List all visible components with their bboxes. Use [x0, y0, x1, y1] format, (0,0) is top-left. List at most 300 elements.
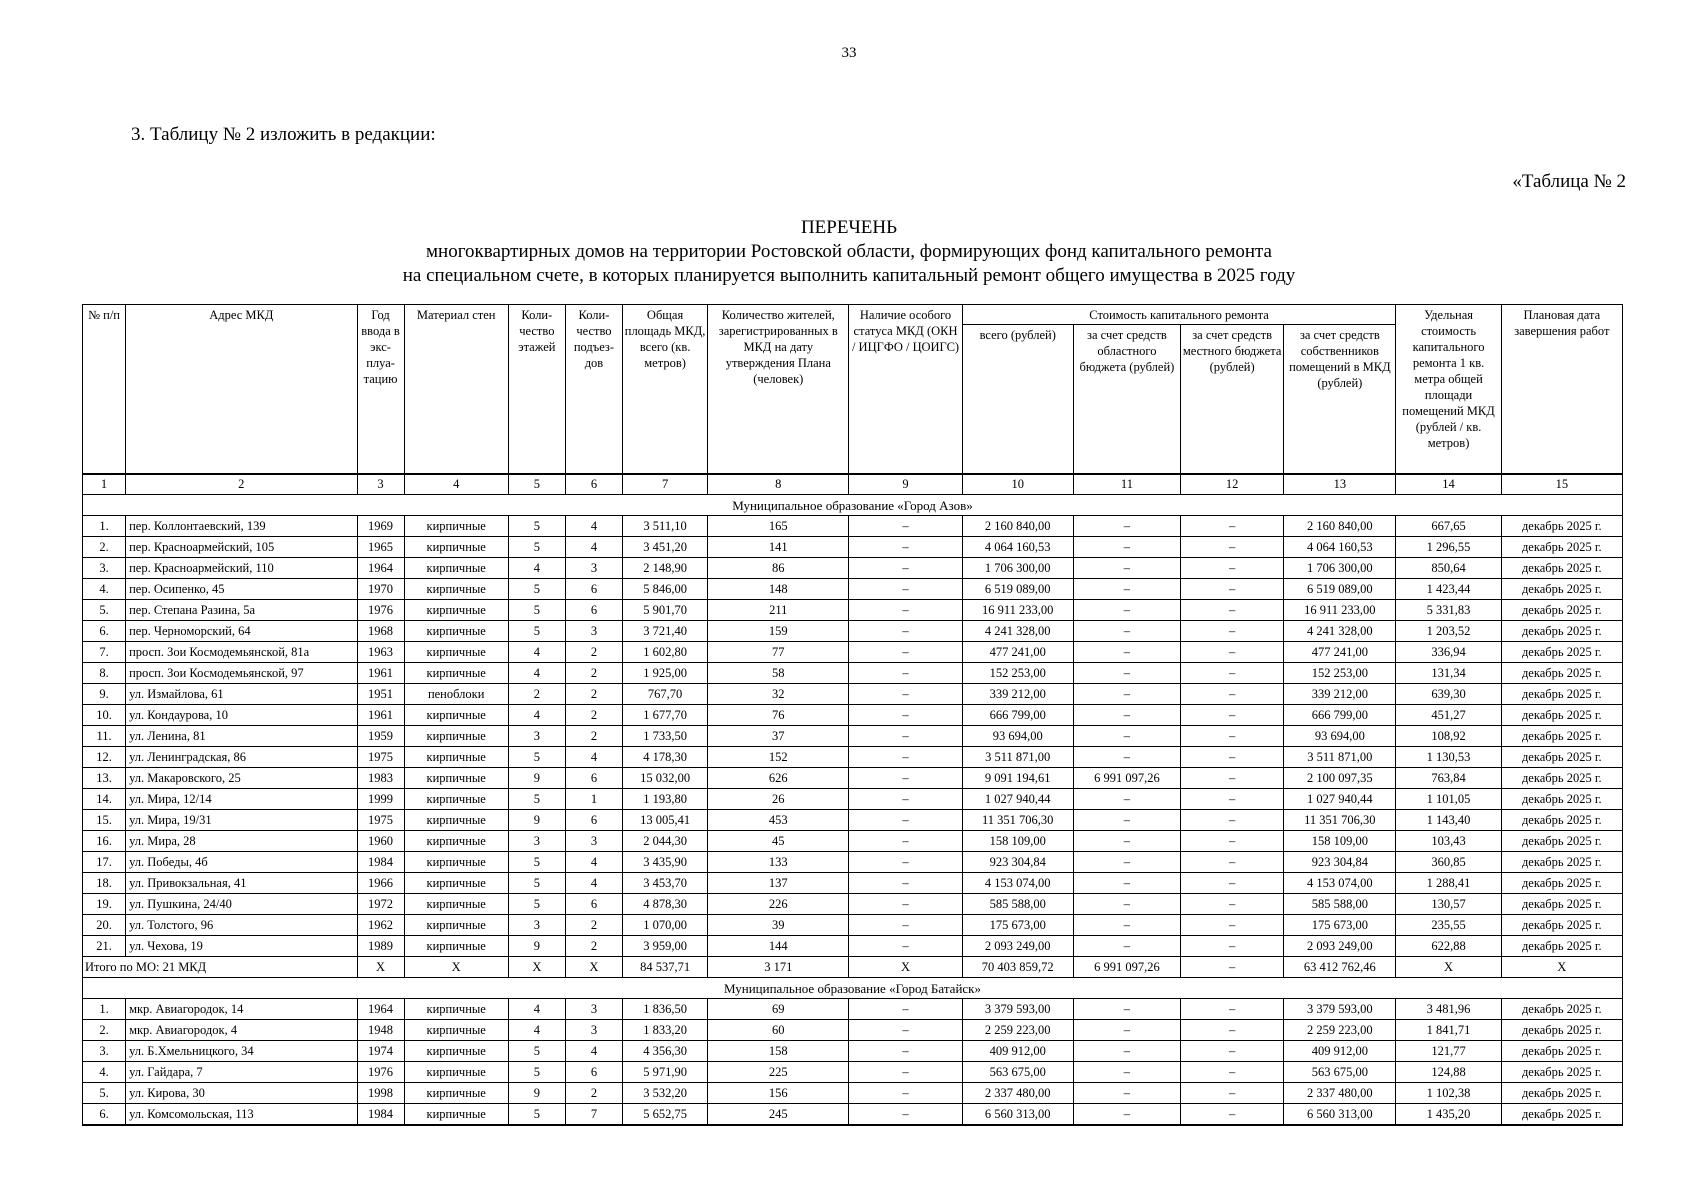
table-cell: 639,30	[1396, 684, 1501, 705]
table-cell: 3	[565, 999, 622, 1020]
table-cell: 4	[508, 642, 565, 663]
table-cell: 1 102,38	[1396, 1083, 1501, 1104]
table-cell: 4 153 074,00	[962, 873, 1073, 894]
table-cell: 2 259 223,00	[1284, 1020, 1396, 1041]
table-cell: 1970	[357, 579, 404, 600]
table-cell: кирпичные	[404, 516, 508, 537]
table-cell: 17.	[83, 852, 126, 873]
table-cell: 4 241 328,00	[1284, 621, 1396, 642]
table-cell: –	[1181, 1104, 1284, 1126]
table-cell: 1961	[357, 705, 404, 726]
table-cell: 235,55	[1396, 915, 1501, 936]
table-cell: 4 064 160,53	[1284, 537, 1396, 558]
table-cell: –	[1181, 1062, 1284, 1083]
total-cell: 70 403 859,72	[962, 957, 1073, 978]
table-cell: –	[1181, 831, 1284, 852]
table-cell: кирпичные	[404, 1041, 508, 1062]
table-cell: кирпичные	[404, 537, 508, 558]
table-row	[83, 747, 1623, 768]
table-cell: ул. Измайлова, 61	[126, 684, 357, 705]
table-cell: 2	[565, 915, 622, 936]
table-cell: 626	[708, 768, 849, 789]
table-cell: 39	[708, 915, 849, 936]
table-cell: 1	[565, 789, 622, 810]
table-label: «Таблица № 2	[1512, 171, 1626, 192]
column-number: 9	[849, 474, 962, 495]
table-row	[83, 1020, 1623, 1041]
table-cell: –	[1181, 852, 1284, 873]
table-cell: 4	[508, 558, 565, 579]
column-number: 4	[404, 474, 508, 495]
section-header-row	[83, 495, 1623, 516]
table-cell: 175 673,00	[962, 915, 1073, 936]
table-cell: ул. Ленинградская, 86	[126, 747, 357, 768]
table-cell: 8.	[83, 663, 126, 684]
table-cell: –	[849, 558, 962, 579]
table-cell: 7.	[83, 642, 126, 663]
table-cell: 3 451,20	[623, 537, 708, 558]
table-cell: 1974	[357, 1041, 404, 1062]
table-cell: –	[849, 1083, 962, 1104]
table-cell: 1 833,20	[623, 1020, 708, 1041]
table-cell: –	[1181, 621, 1284, 642]
table-cell: 26	[708, 789, 849, 810]
table-cell: –	[849, 516, 962, 537]
table-cell: –	[1181, 1020, 1284, 1041]
header-entrances: Коли- чество подъез- дов	[565, 305, 622, 475]
table-cell: –	[1181, 873, 1284, 894]
column-number: 1	[83, 474, 126, 495]
table-cell: 137	[708, 873, 849, 894]
table-cell: 141	[708, 537, 849, 558]
table-cell: мкр. Авиагородок, 4	[126, 1020, 357, 1041]
table-row	[83, 1041, 1623, 1062]
table-cell: –	[1073, 831, 1180, 852]
table-cell: декабрь 2025 г.	[1501, 915, 1622, 936]
table-row	[83, 516, 1623, 537]
table-cell: ул. Комсомольская, 113	[126, 1104, 357, 1126]
table-cell: 5	[508, 747, 565, 768]
table-cell: 1.	[83, 516, 126, 537]
table-cell: –	[1181, 747, 1284, 768]
section-name: Муниципальное образование «Город Батайск»	[83, 978, 1623, 999]
table-cell: декабрь 2025 г.	[1501, 705, 1622, 726]
table-cell: 622,88	[1396, 936, 1501, 957]
table-cell: 3	[565, 831, 622, 852]
table-cell: –	[1181, 999, 1284, 1020]
table-cell: 336,94	[1396, 642, 1501, 663]
table-row	[83, 915, 1623, 936]
table-cell: 103,43	[1396, 831, 1501, 852]
table-cell: –	[1181, 789, 1284, 810]
table-cell: 1 101,05	[1396, 789, 1501, 810]
document-title	[0, 216, 1698, 288]
table-cell: 6	[565, 894, 622, 915]
table-cell: 666 799,00	[962, 705, 1073, 726]
header-year: Год ввода в экс- плуа- тацию	[357, 305, 404, 475]
column-number: 2	[126, 474, 357, 495]
table-cell: 6.	[83, 1104, 126, 1126]
table-cell: кирпичные	[404, 789, 508, 810]
total-cell: 84 537,71	[623, 957, 708, 978]
title-line-3: на специальном счете, в которых планируется выполнить капитальный ремонт общего имущества в 2025 году	[402, 265, 1296, 286]
table-cell: 159	[708, 621, 849, 642]
table-cell: 21.	[83, 936, 126, 957]
table-cell: –	[1073, 1083, 1180, 1104]
table-cell: 1960	[357, 831, 404, 852]
table-cell: кирпичные	[404, 831, 508, 852]
table-cell: 2.	[83, 537, 126, 558]
table-cell: –	[1073, 936, 1180, 957]
table-cell: 124,88	[1396, 1062, 1501, 1083]
table-cell: 5 901,70	[623, 600, 708, 621]
table-cell: 6	[565, 1062, 622, 1083]
table-cell: ул. Мира, 28	[126, 831, 357, 852]
table-cell: 2	[565, 726, 622, 747]
table-cell: 158 109,00	[962, 831, 1073, 852]
table-cell: –	[849, 684, 962, 705]
table-cell: кирпичные	[404, 663, 508, 684]
table-cell: 9.	[83, 684, 126, 705]
table-cell: 4 178,30	[623, 747, 708, 768]
table-cell: 563 675,00	[962, 1062, 1073, 1083]
title-line-2: многоквартирных домов на территории Ростовской области, формирующих фонд капитального ремонта	[426, 241, 1272, 262]
table-cell: 1972	[357, 894, 404, 915]
table-cell: 2 259 223,00	[962, 1020, 1073, 1041]
table-cell: 16 911 233,00	[1284, 600, 1396, 621]
total-cell: X	[1501, 957, 1622, 978]
table-cell: –	[1181, 537, 1284, 558]
table-cell: 2	[565, 684, 622, 705]
table-cell: 1 733,50	[623, 726, 708, 747]
table-row	[83, 936, 1623, 957]
table-cell: 409 912,00	[962, 1041, 1073, 1062]
header-completion-date: Плановая дата завершения работ	[1501, 305, 1622, 475]
table-cell: 121,77	[1396, 1041, 1501, 1062]
table-cell: –	[1073, 726, 1180, 747]
table-cell: декабрь 2025 г.	[1501, 621, 1622, 642]
table-row	[83, 1104, 1623, 1126]
table-cell: 6	[565, 768, 622, 789]
table-cell: кирпичные	[404, 873, 508, 894]
table-cell: 108,92	[1396, 726, 1501, 747]
table-cell: 4	[508, 1020, 565, 1041]
table-cell: декабрь 2025 г.	[1501, 579, 1622, 600]
table-cell: –	[1073, 684, 1180, 705]
table-cell: 245	[708, 1104, 849, 1126]
table-cell: ул. Победы, 4б	[126, 852, 357, 873]
table-row	[83, 768, 1623, 789]
table-cell: просп. Зои Космодемьянской, 81а	[126, 642, 357, 663]
table-cell: 1 706 300,00	[962, 558, 1073, 579]
table-cell: 86	[708, 558, 849, 579]
table-cell: 175 673,00	[1284, 915, 1396, 936]
intro-text: 3. Таблицу № 2 изложить в редакции:	[131, 124, 436, 145]
section-header-row	[83, 978, 1623, 999]
table-cell: 1 841,71	[1396, 1020, 1501, 1041]
table-cell: 1 925,00	[623, 663, 708, 684]
table-cell: 9 091 194,61	[962, 768, 1073, 789]
table-cell: –	[1073, 1020, 1180, 1041]
column-number: 13	[1284, 474, 1396, 495]
table-cell: –	[849, 789, 962, 810]
table-cell: кирпичные	[404, 1104, 508, 1126]
table-cell: 1969	[357, 516, 404, 537]
table-cell: 13 005,41	[623, 810, 708, 831]
table-cell: –	[1181, 768, 1284, 789]
table-cell: –	[1073, 621, 1180, 642]
table-row	[83, 663, 1623, 684]
table-cell: кирпичные	[404, 768, 508, 789]
table-cell: 2	[508, 684, 565, 705]
table-cell: 6	[565, 579, 622, 600]
table-cell: 2	[565, 936, 622, 957]
table-cell: –	[1181, 600, 1284, 621]
column-number: 15	[1501, 474, 1622, 495]
table-cell: 2 337 480,00	[962, 1083, 1073, 1104]
table-cell: –	[849, 537, 962, 558]
table-row	[83, 537, 1623, 558]
table-cell: 4	[565, 1041, 622, 1062]
table-cell: кирпичные	[404, 558, 508, 579]
table-cell: 1 435,20	[1396, 1104, 1501, 1126]
table-cell: 3	[565, 1020, 622, 1041]
table-cell: 3	[565, 558, 622, 579]
table-cell: 5	[508, 537, 565, 558]
table-cell: 11.	[83, 726, 126, 747]
header-floors: Коли- чество этажей	[508, 305, 565, 475]
table-cell: декабрь 2025 г.	[1501, 894, 1622, 915]
table-cell: 1966	[357, 873, 404, 894]
table-cell: кирпичные	[404, 999, 508, 1020]
table-cell: 4.	[83, 579, 126, 600]
table-cell: 152 253,00	[962, 663, 1073, 684]
table-cell: 2 093 249,00	[962, 936, 1073, 957]
column-number: 3	[357, 474, 404, 495]
table-cell: –	[1181, 558, 1284, 579]
table-cell: –	[1181, 516, 1284, 537]
column-number: 7	[623, 474, 708, 495]
table-cell: –	[1073, 579, 1180, 600]
table-cell: декабрь 2025 г.	[1501, 1062, 1622, 1083]
total-cell: X	[849, 957, 962, 978]
table-cell: 3 511,10	[623, 516, 708, 537]
table-cell: пеноблоки	[404, 684, 508, 705]
table-cell: ул. Кирова, 30	[126, 1083, 357, 1104]
table-cell: кирпичные	[404, 642, 508, 663]
table-cell: декабрь 2025 г.	[1501, 852, 1622, 873]
table-cell: 360,85	[1396, 852, 1501, 873]
table-cell: 477 241,00	[1284, 642, 1396, 663]
table-cell: 1965	[357, 537, 404, 558]
total-label: Итого по МО: 21 МКД	[83, 957, 358, 978]
table-cell: пер. Осипенко, 45	[126, 579, 357, 600]
table-cell: 1 288,41	[1396, 873, 1501, 894]
table-cell: 5	[508, 579, 565, 600]
header-area: Общая площадь МКД, всего (кв. метров)	[623, 305, 708, 475]
table-cell: 15.	[83, 810, 126, 831]
table-cell: –	[849, 600, 962, 621]
table-cell: декабрь 2025 г.	[1501, 1083, 1622, 1104]
table-cell: –	[849, 894, 962, 915]
table-cell: 1976	[357, 1062, 404, 1083]
table-cell: 6.	[83, 621, 126, 642]
table-cell: 451,27	[1396, 705, 1501, 726]
total-cell: –	[1181, 957, 1284, 978]
total-cell: 3 171	[708, 957, 849, 978]
table-cell: –	[1073, 642, 1180, 663]
table-cell: –	[1073, 663, 1180, 684]
table-body	[83, 474, 1623, 1125]
table-row	[83, 831, 1623, 852]
table-cell: –	[1073, 537, 1180, 558]
table-cell: 16 911 233,00	[962, 600, 1073, 621]
table-cell: 131,34	[1396, 663, 1501, 684]
table-cell: декабрь 2025 г.	[1501, 642, 1622, 663]
table-cell: –	[1181, 705, 1284, 726]
table-cell: –	[849, 1104, 962, 1126]
header-cost-owners: за счет средств собственников помещений в МКД (рублей)	[1284, 325, 1396, 475]
table-cell: 3 453,70	[623, 873, 708, 894]
table-cell: –	[849, 642, 962, 663]
table-cell: 15 032,00	[623, 768, 708, 789]
table-cell: 1964	[357, 558, 404, 579]
table-cell: 3 721,40	[623, 621, 708, 642]
table-cell: 4	[565, 516, 622, 537]
table-cell: декабрь 2025 г.	[1501, 831, 1622, 852]
table-cell: 3	[565, 621, 622, 642]
table-cell: декабрь 2025 г.	[1501, 999, 1622, 1020]
table-cell: –	[1073, 1041, 1180, 1062]
header-address: Адрес МКД	[126, 305, 357, 475]
header-cost-total: всего (рублей)	[962, 325, 1073, 475]
table-cell: 2 044,30	[623, 831, 708, 852]
header-special-status: Наличие особого статуса МКД (ОКН / ИЦГФО / ЦОИГС)	[849, 305, 962, 475]
table-cell: 6 560 313,00	[962, 1104, 1073, 1126]
title-line-1: ПЕРЕЧЕНЬ	[800, 217, 898, 238]
table-cell: 667,65	[1396, 516, 1501, 537]
table-cell: 2 093 249,00	[1284, 936, 1396, 957]
table-cell: декабрь 2025 г.	[1501, 600, 1622, 621]
table-cell: –	[1073, 1062, 1180, 1083]
table-cell: 585 588,00	[962, 894, 1073, 915]
table-cell: 2 160 840,00	[1284, 516, 1396, 537]
table-cell: 9	[508, 936, 565, 957]
table-cell: –	[1181, 579, 1284, 600]
table-cell: декабрь 2025 г.	[1501, 516, 1622, 537]
table-cell: –	[849, 768, 962, 789]
column-number: 5	[508, 474, 565, 495]
table-cell: кирпичные	[404, 1062, 508, 1083]
table-cell: 563 675,00	[1284, 1062, 1396, 1083]
table-cell: 32	[708, 684, 849, 705]
table-cell: 133	[708, 852, 849, 873]
table-cell: ул. Ленина, 81	[126, 726, 357, 747]
table-cell: 9	[508, 810, 565, 831]
table-cell: 1 027 940,44	[1284, 789, 1396, 810]
table-cell: 2 337 480,00	[1284, 1083, 1396, 1104]
table-row	[83, 705, 1623, 726]
table-cell: 4	[508, 663, 565, 684]
table-cell: декабрь 2025 г.	[1501, 873, 1622, 894]
table-cell: кирпичные	[404, 894, 508, 915]
table-cell: 2 148,90	[623, 558, 708, 579]
page-number: 33	[841, 45, 857, 61]
table-cell: кирпичные	[404, 600, 508, 621]
table-cell: –	[1073, 705, 1180, 726]
table-cell: 5	[508, 1104, 565, 1126]
table-cell: 5	[508, 789, 565, 810]
table-cell: –	[1073, 558, 1180, 579]
table-cell: 4	[565, 873, 622, 894]
table-cell: –	[1073, 999, 1180, 1020]
table-cell: 1 706 300,00	[1284, 558, 1396, 579]
table-cell: кирпичные	[404, 726, 508, 747]
table-cell: кирпичные	[404, 915, 508, 936]
table-cell: 11 351 706,30	[962, 810, 1073, 831]
table-row	[83, 600, 1623, 621]
table-cell: 453	[708, 810, 849, 831]
table-cell: 2 160 840,00	[962, 516, 1073, 537]
table-cell: 2	[565, 642, 622, 663]
table-cell: 19.	[83, 894, 126, 915]
table-row	[83, 621, 1623, 642]
table-cell: 4 153 074,00	[1284, 873, 1396, 894]
table-cell: 69	[708, 999, 849, 1020]
table-cell: 16.	[83, 831, 126, 852]
table-cell: –	[849, 1041, 962, 1062]
table-cell: 5	[508, 600, 565, 621]
table-cell: 6	[565, 810, 622, 831]
table-cell: 923 304,84	[1284, 852, 1396, 873]
table-cell: 76	[708, 705, 849, 726]
table-cell: –	[849, 810, 962, 831]
table-cell: 3 959,00	[623, 936, 708, 957]
table-cell: 37	[708, 726, 849, 747]
table-cell: 148	[708, 579, 849, 600]
table-cell: 9	[508, 768, 565, 789]
column-number: 10	[962, 474, 1073, 495]
table-cell: 1975	[357, 747, 404, 768]
table-cell: 4	[508, 999, 565, 1020]
table-cell: ул. Гайдара, 7	[126, 1062, 357, 1083]
table-cell: 585 588,00	[1284, 894, 1396, 915]
table-cell: –	[1181, 894, 1284, 915]
table-cell: 5	[508, 873, 565, 894]
table-cell: ул. Мира, 19/31	[126, 810, 357, 831]
table-cell: –	[849, 873, 962, 894]
total-cell: X	[357, 957, 404, 978]
table-row	[83, 579, 1623, 600]
table-cell: –	[1073, 1104, 1180, 1126]
table-cell: 4 241 328,00	[962, 621, 1073, 642]
table-cell: 5	[508, 852, 565, 873]
table-cell: 3 532,20	[623, 1083, 708, 1104]
table-cell: 130,57	[1396, 894, 1501, 915]
table-cell: 1984	[357, 1104, 404, 1126]
total-cell: 6 991 097,26	[1073, 957, 1180, 978]
table-cell: 1983	[357, 768, 404, 789]
table-cell: 3 511 871,00	[962, 747, 1073, 768]
table-cell: 3 379 593,00	[1284, 999, 1396, 1020]
table-cell: 6 991 097,26	[1073, 768, 1180, 789]
table-cell: –	[849, 831, 962, 852]
table-cell: 3	[508, 831, 565, 852]
table-cell: 477 241,00	[962, 642, 1073, 663]
table-cell: –	[1073, 810, 1180, 831]
table-cell: 5	[508, 894, 565, 915]
table-cell: декабрь 2025 г.	[1501, 936, 1622, 957]
